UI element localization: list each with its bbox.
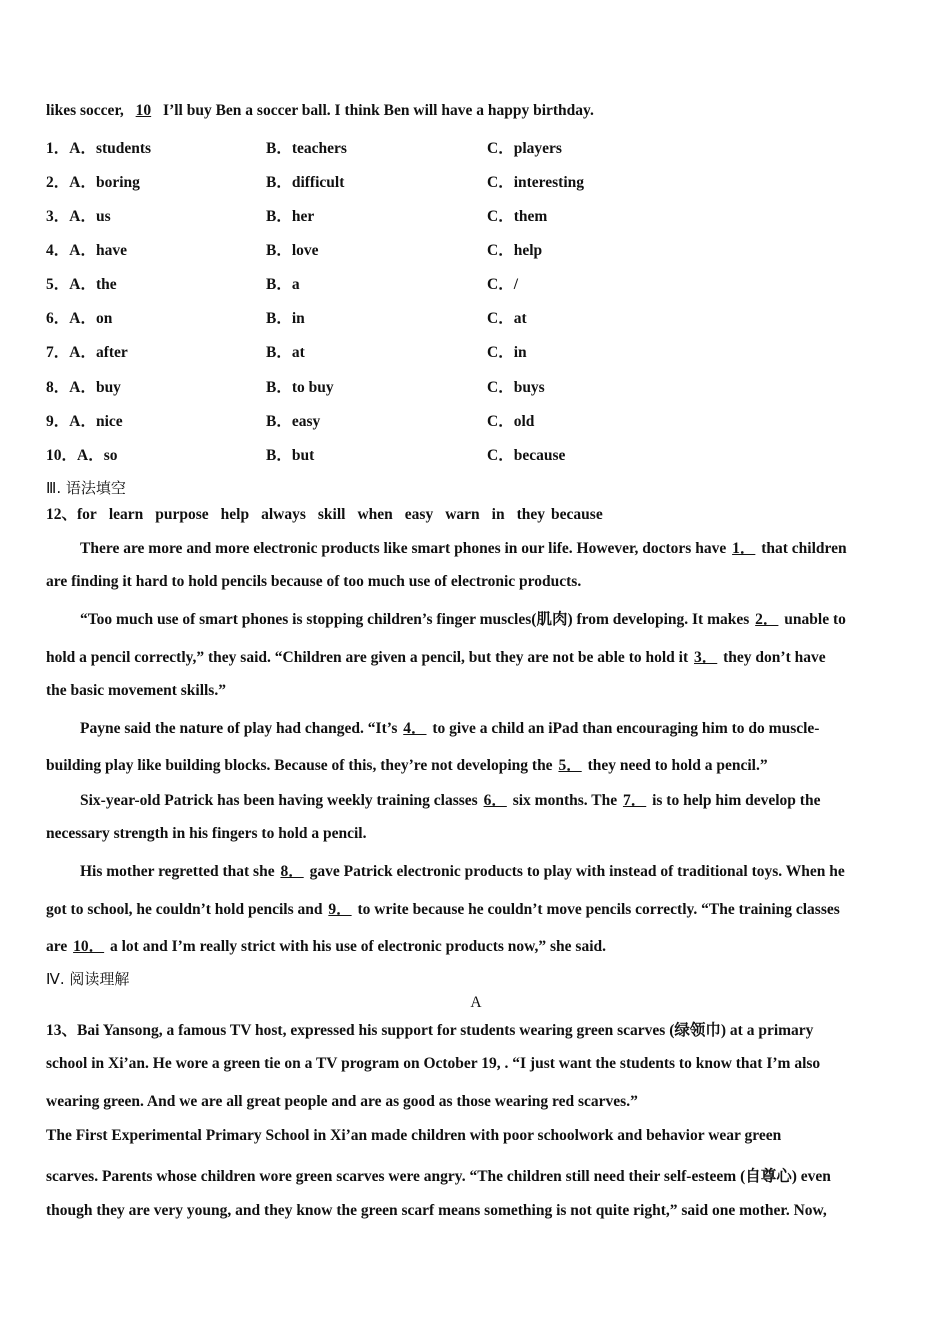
option-row: 5．A．the B．a C．/	[46, 276, 519, 293]
passage-line: necessary strength in his fingers to hold a pencil.	[46, 825, 367, 842]
blank-6: 6．	[483, 792, 507, 809]
blank-10: 10	[135, 102, 152, 119]
passage-line: Payne said the nature of play had changed. “It’s 4． to give a child an iPad than encouraging him to do muscle-	[80, 720, 820, 737]
option-row: 4．A．have B．love C．help	[46, 242, 543, 259]
passage-line: building play like building blocks. Because of this, they’re not developing the 5． they need to hold a pencil.”	[46, 757, 768, 774]
reading-line: scarves. Parents whose children wore green scarves were angry. “The children still need their self-esteem (自尊心) even	[46, 1168, 831, 1185]
passage-line: “Too much use of smart phones is stopping children’s finger muscles(肌肉) from developing. It makes 2． unable to	[80, 611, 846, 628]
option-row: 2．A．boring B．difficult C．interesting	[46, 174, 585, 191]
reading-line: wearing green. And we are all great people and are as good as those wearing red scarves.”	[46, 1093, 638, 1110]
blank-3: 3．	[694, 649, 718, 666]
blank-9: 9．	[328, 901, 352, 918]
option-row: 1．A．students B．teachers C．players	[46, 140, 562, 157]
blank-2: 2．	[755, 611, 779, 628]
reading-line: though they are very young, and they know the green scarf means something is not quite right,” said one mother. Now,	[46, 1202, 827, 1219]
option-row: 8．A．buy B．to buy C．buys	[46, 379, 545, 396]
passage-line: There are more and more electronic products like smart phones in our life. However, doctors have 1． that children	[80, 540, 847, 557]
intro-line: likes soccer, 10 I’ll buy Ben a soccer ball. I think Ben will have a happy birthday.	[46, 102, 594, 119]
passage-line: His mother regretted that she 8． gave Patrick electronic products to play with instead of traditional toys. When he	[80, 863, 845, 880]
passage-line: the basic movement skills.”	[46, 682, 226, 699]
section-4-title: Ⅳ. 阅读理解	[46, 970, 130, 988]
reading-line: school in Xi’an. He wore a green tie on a TV program on October 19, . “I just want the students to know that I’m also	[46, 1055, 821, 1072]
passage-line: are 10． a lot and I’m really strict with his use of electronic products now,” she said.	[46, 938, 607, 955]
option-row: 3．A．us B．her C．them	[46, 208, 548, 225]
reading-line: 13、Bai Yansong, a famous TV host, expressed his support for students wearing green scarves (绿领巾) at a primary	[46, 1022, 814, 1039]
part-label: A	[470, 994, 482, 1011]
blank-5: 5．	[558, 757, 582, 774]
option-row: 10．A．so B．but C．because	[46, 447, 566, 464]
passage-line: got to school, he couldn’t hold pencils and 9． to write because he couldn’t move pencils correctly. “The training classes	[46, 901, 840, 918]
passage-line: are finding it hard to hold pencils because of too much use of electronic products.	[46, 573, 582, 590]
section-3-title: Ⅲ. 语法填空	[46, 479, 126, 497]
option-row: 9．A．nice B．easy C．old	[46, 413, 535, 430]
passage-line: hold a pencil correctly,” they said. “Children are given a pencil, but they are not be able to hold it 3． they don’t have	[46, 649, 826, 666]
blank-1: 1．	[732, 540, 756, 557]
blank-4: 4．	[403, 720, 427, 737]
option-row: 6．A．on B．in C．at	[46, 310, 527, 327]
blank-10: 10．	[73, 938, 105, 955]
blank-7: 7．	[622, 792, 647, 809]
word-bank: 12、for learn purpose help always skill when easy warn in they because	[46, 506, 603, 523]
reading-line: The First Experimental Primary School in Xi’an made children with poor schoolwork and behavior wear green	[46, 1127, 782, 1144]
passage-line: Six-year-old Patrick has been having weekly training classes 6． six months. The 7． is to help him develop the	[80, 792, 821, 809]
blank-8: 8．	[280, 863, 304, 880]
option-row: 7．A．after B．at C．in	[46, 344, 527, 361]
